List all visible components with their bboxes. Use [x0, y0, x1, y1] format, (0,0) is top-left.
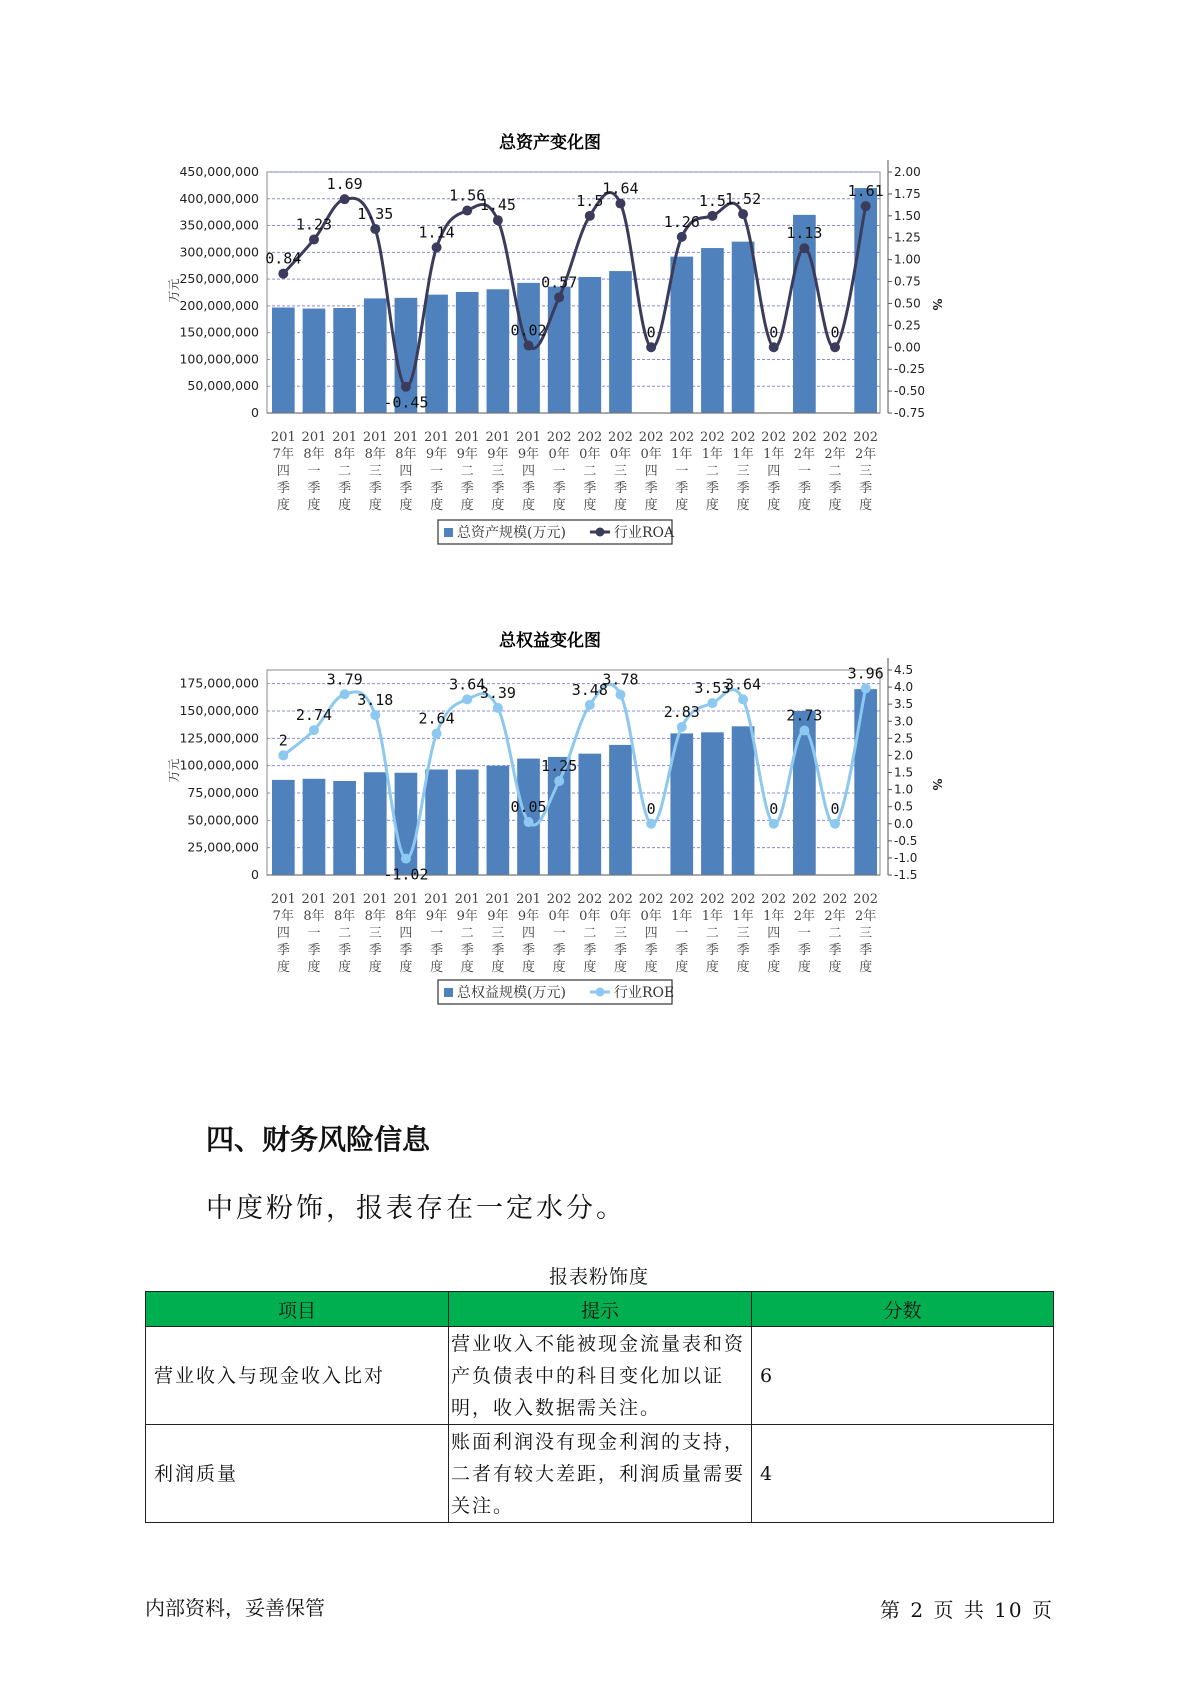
series-point	[677, 232, 687, 242]
series-point	[646, 819, 656, 829]
right-tick-label: 1.0	[894, 782, 914, 797]
series-point	[799, 725, 809, 735]
series-point	[524, 817, 534, 827]
right-tick-label: 2.00	[894, 165, 921, 179]
right-tick-label: -1.5	[894, 868, 918, 882]
x-tick-label: 202 1年二季度	[700, 892, 725, 975]
bar	[854, 689, 877, 875]
header-score: 分数	[752, 1292, 1054, 1327]
left-tick-label: 300,000,000	[179, 244, 259, 260]
bar	[456, 292, 479, 413]
data-label: -0.45	[383, 393, 429, 412]
data-label: 2.73	[786, 706, 823, 725]
series-point	[462, 694, 472, 704]
right-tick-label: 2.5	[894, 731, 914, 746]
right-tick-label: 1.75	[894, 186, 921, 201]
data-label: 1.25	[541, 757, 578, 776]
data-label: 1.23	[295, 215, 333, 234]
data-label: 3.79	[326, 670, 363, 689]
left-tick-label: 200,000,000	[179, 297, 259, 313]
chart-title: 总权益变化图	[499, 631, 601, 651]
x-tick-label: 202 0年一季度	[546, 892, 572, 975]
data-label: 1.61	[847, 182, 884, 201]
series-point	[707, 698, 717, 708]
data-label: 1.45	[479, 196, 516, 215]
right-tick-label: 0.75	[894, 274, 921, 289]
x-tick-label: 201 9年一季度	[424, 430, 449, 513]
right-tick-label: -0.25	[894, 362, 926, 377]
chart-title: 总资产变化图	[499, 133, 601, 153]
data-label: 1.56	[449, 186, 486, 205]
series-point	[340, 689, 350, 699]
footer-confidential: 内部资料，妥善保管	[145, 1596, 325, 1620]
series-point	[524, 341, 534, 351]
row-hint: 账面利润没有现金利润的支持，二者有较大差距，利润质量需要关注。	[449, 1425, 752, 1523]
right-tick-label: 0.50	[894, 296, 921, 311]
data-label: 0.05	[510, 798, 547, 817]
bar	[609, 271, 632, 413]
series-point	[677, 722, 687, 732]
series-point	[309, 725, 319, 735]
left-tick-label: 100,000,000	[179, 351, 259, 367]
bar	[701, 732, 724, 875]
x-tick-label: 201 9年三季度	[485, 430, 511, 513]
x-tick-label: 202 1年三季度	[730, 892, 756, 975]
data-label: 0.02	[510, 321, 547, 340]
series-point	[432, 729, 442, 739]
data-label: 2.74	[295, 706, 333, 725]
right-tick-label: 3.0	[894, 714, 914, 729]
series-point	[278, 269, 288, 279]
left-tick-label: 25,000,000	[187, 839, 259, 855]
x-tick-label: 201 8年四季度	[393, 430, 419, 513]
bar	[333, 308, 356, 413]
left-tick-label: 450,000,000	[179, 164, 259, 179]
header-item: 项目	[146, 1292, 449, 1327]
x-tick-label: 202 2年二季度	[822, 892, 848, 975]
data-label: 0	[646, 323, 656, 342]
left-tick-label: 50,000,000	[187, 812, 259, 828]
bar	[333, 781, 356, 875]
series-point	[615, 199, 625, 209]
right-tick-label: 4.5	[894, 663, 914, 677]
legend-line-label: 行业ROE	[614, 985, 675, 1001]
series-point	[340, 194, 350, 204]
total-assets-chart	[167, 130, 1050, 590]
series-point	[554, 292, 564, 302]
bar	[272, 780, 295, 875]
data-label: 3.64	[449, 675, 486, 694]
x-tick-label: 201 8年三季度	[362, 892, 388, 975]
series-point	[309, 234, 319, 244]
right-axis-unit: %	[930, 778, 944, 791]
data-label: 3.53	[694, 679, 731, 698]
right-tick-label: 1.00	[894, 252, 921, 267]
table-row	[146, 1425, 1054, 1523]
right-tick-label: 1.5	[894, 765, 914, 780]
left-tick-label: 150,000,000	[179, 324, 259, 340]
data-label: 0.84	[265, 249, 302, 268]
window-dressing-table	[145, 1291, 1054, 1523]
right-tick-label: 0.0	[894, 816, 914, 831]
table-row	[146, 1327, 1054, 1425]
x-tick-label: 202 1年二季度	[700, 430, 725, 513]
x-tick-label: 201 9年一季度	[424, 892, 449, 975]
x-tick-label: 201 9年三季度	[485, 892, 511, 975]
legend-line-marker	[596, 528, 605, 537]
bar	[578, 754, 601, 875]
x-tick-label: 201 7年四季度	[270, 892, 296, 975]
series-point	[401, 382, 411, 392]
bar	[670, 257, 693, 413]
series-point	[769, 819, 779, 829]
data-label: 0	[769, 799, 779, 818]
series-point	[278, 750, 288, 760]
left-axis-unit: 万元	[167, 758, 181, 783]
x-tick-label: 201 7年四季度	[270, 430, 296, 513]
total-equity-chart	[167, 628, 1050, 1088]
x-tick-label: 202 0年三季度	[608, 892, 633, 975]
left-tick-label: 150,000,000	[179, 703, 259, 718]
series-point	[493, 215, 503, 225]
data-label: 0	[769, 323, 779, 342]
row-score: 6	[752, 1327, 1054, 1425]
data-label: 2	[278, 731, 288, 750]
series-point	[646, 342, 656, 352]
series-point	[615, 690, 625, 700]
bar	[732, 726, 755, 875]
bar	[303, 779, 326, 875]
data-label: 3.64	[725, 675, 762, 694]
data-label: 3.18	[357, 691, 394, 710]
legend-line-label: 行业ROA	[614, 525, 675, 541]
bar	[732, 242, 755, 413]
row-item: 利润质量	[146, 1425, 449, 1523]
right-tick-label: 1.25	[894, 230, 921, 245]
x-tick-label: 202 2年三季度	[853, 892, 879, 975]
bar	[793, 711, 816, 875]
x-tick-label: 201 9年四季度	[516, 430, 541, 513]
x-tick-label: 202 0年二季度	[577, 892, 603, 975]
left-tick-label: 350,000,000	[179, 217, 259, 233]
left-tick-label: 0	[251, 405, 259, 420]
series-point	[830, 342, 840, 352]
data-label: 3.78	[602, 670, 639, 689]
x-tick-label: 202 1年一季度	[669, 892, 695, 975]
section-text: 中度粉饰，报表存在一定水分。	[206, 1193, 626, 1224]
series-point	[370, 710, 380, 720]
right-tick-label: 0.00	[894, 340, 921, 355]
left-tick-label: 250,000,000	[179, 271, 259, 287]
right-tick-label: 1.50	[894, 208, 921, 223]
data-label: 1.13	[786, 224, 823, 243]
x-tick-label: 201 9年二季度	[454, 892, 480, 975]
footer-page-number: 第 2 页 共 10 页	[880, 1598, 1054, 1622]
data-label: 1.14	[418, 223, 455, 242]
right-tick-label: 0.5	[894, 799, 914, 814]
series-point	[554, 776, 564, 786]
x-tick-label: 202 0年二季度	[577, 430, 603, 513]
series-point	[769, 342, 779, 352]
x-tick-label: 202 1年四季度	[761, 430, 787, 513]
data-label: 0.57	[541, 273, 578, 292]
x-tick-label: 201 8年三季度	[362, 430, 388, 513]
x-tick-label: 201 8年四季度	[393, 892, 419, 975]
data-label: 0	[646, 799, 656, 818]
bar	[364, 772, 387, 875]
data-label: 1.5	[576, 191, 604, 210]
data-label: 0	[830, 323, 840, 342]
row-hint: 营业收入不能被现金流量表和资产负债表中的科目变化加以证明，收入数据需关注。	[449, 1327, 752, 1425]
left-tick-label: 50,000,000	[187, 378, 259, 394]
bar	[578, 277, 601, 413]
bar	[425, 769, 448, 875]
series-point	[799, 243, 809, 253]
data-label: 2.83	[663, 703, 700, 722]
right-tick-label: 2.0	[894, 748, 914, 763]
x-tick-label: 202 0年四季度	[638, 892, 664, 975]
series-point	[493, 703, 503, 713]
right-tick-label: 4.0	[894, 680, 914, 695]
data-label: 1.52	[725, 190, 762, 209]
bar	[517, 759, 540, 875]
left-axis-unit: 万元	[167, 278, 181, 303]
data-label: 3.48	[571, 680, 608, 699]
bar	[548, 287, 571, 413]
x-tick-label: 202 0年三季度	[608, 430, 633, 513]
x-tick-label: 202 2年一季度	[791, 892, 817, 975]
bar	[303, 309, 326, 413]
right-tick-label: 0.25	[894, 318, 921, 333]
right-tick-label: -0.5	[894, 833, 918, 848]
series-point	[738, 209, 748, 219]
legend-bar-swatch	[444, 988, 453, 997]
data-label: 1.69	[326, 175, 363, 194]
left-tick-label: 0	[251, 867, 259, 882]
left-tick-label: 175,000,000	[179, 675, 259, 691]
series-point	[585, 211, 595, 221]
table-caption: 报表粉饰度	[548, 1266, 649, 1288]
bar	[487, 289, 510, 413]
right-tick-label: -0.75	[894, 406, 926, 420]
series-point	[830, 819, 840, 829]
data-label: 3.39	[479, 683, 516, 702]
bar	[487, 766, 510, 875]
x-tick-label: 202 1年三季度	[730, 430, 756, 513]
series-point	[432, 242, 442, 252]
bar	[425, 295, 448, 413]
bar	[609, 745, 632, 875]
legend-bar-label: 总资产规模(万元)	[457, 525, 566, 541]
legend-bar-swatch	[444, 528, 453, 537]
header-hint: 提示	[449, 1292, 752, 1327]
bar	[854, 188, 877, 413]
series-point	[738, 694, 748, 704]
bar	[272, 307, 295, 413]
x-tick-label: 201 9年四季度	[516, 892, 541, 975]
bar	[701, 248, 724, 413]
right-axis-unit: %	[930, 298, 944, 311]
x-tick-label: 201 8年一季度	[301, 892, 327, 975]
data-label: 0	[830, 799, 840, 818]
right-tick-label: 3.5	[894, 697, 914, 712]
row-score: 4	[752, 1425, 1054, 1523]
right-tick-label: -0.50	[894, 384, 926, 399]
x-tick-label: 202 1年四季度	[761, 892, 787, 975]
x-tick-label: 201 8年一季度	[301, 430, 327, 513]
row-item: 营业收入与现金收入比对	[146, 1327, 449, 1425]
x-tick-label: 202 0年四季度	[638, 430, 664, 513]
x-tick-label: 201 8年二季度	[332, 430, 358, 513]
series-point	[861, 683, 871, 693]
data-label: 3.96	[847, 664, 884, 683]
series-point	[585, 700, 595, 710]
series-point	[462, 206, 472, 216]
table-header-row	[146, 1292, 1054, 1327]
data-label: 1.5	[698, 191, 726, 210]
series-point	[707, 211, 717, 221]
x-tick-label: 201 8年二季度	[332, 892, 358, 975]
x-tick-label: 202 2年一季度	[791, 430, 817, 513]
left-tick-label: 400,000,000	[179, 190, 259, 206]
left-tick-label: 125,000,000	[179, 730, 259, 746]
right-tick-label: -1.0	[894, 850, 918, 865]
left-tick-label: 75,000,000	[187, 785, 259, 800]
x-tick-label: 202 0年一季度	[546, 430, 572, 513]
series-point	[370, 224, 380, 234]
data-label: 1.35	[357, 204, 394, 223]
data-label: 2.64	[418, 709, 455, 728]
series-point	[861, 201, 871, 211]
x-tick-label: 202 2年二季度	[822, 430, 848, 513]
data-label: 1.26	[663, 212, 700, 231]
x-tick-label: 201 9年二季度	[454, 430, 480, 513]
bar	[456, 769, 479, 875]
section-title: 四、财务风险信息	[206, 1123, 431, 1156]
series-point	[401, 854, 411, 864]
data-label: 1.64	[602, 179, 639, 198]
left-tick-label: 100,000,000	[179, 757, 259, 773]
x-tick-label: 202 2年三季度	[853, 430, 879, 513]
legend-bar-label: 总权益规模(万元)	[457, 985, 566, 1001]
x-tick-label: 202 1年一季度	[669, 430, 695, 513]
data-label: -1.02	[383, 865, 429, 884]
legend-line-marker	[596, 988, 605, 997]
